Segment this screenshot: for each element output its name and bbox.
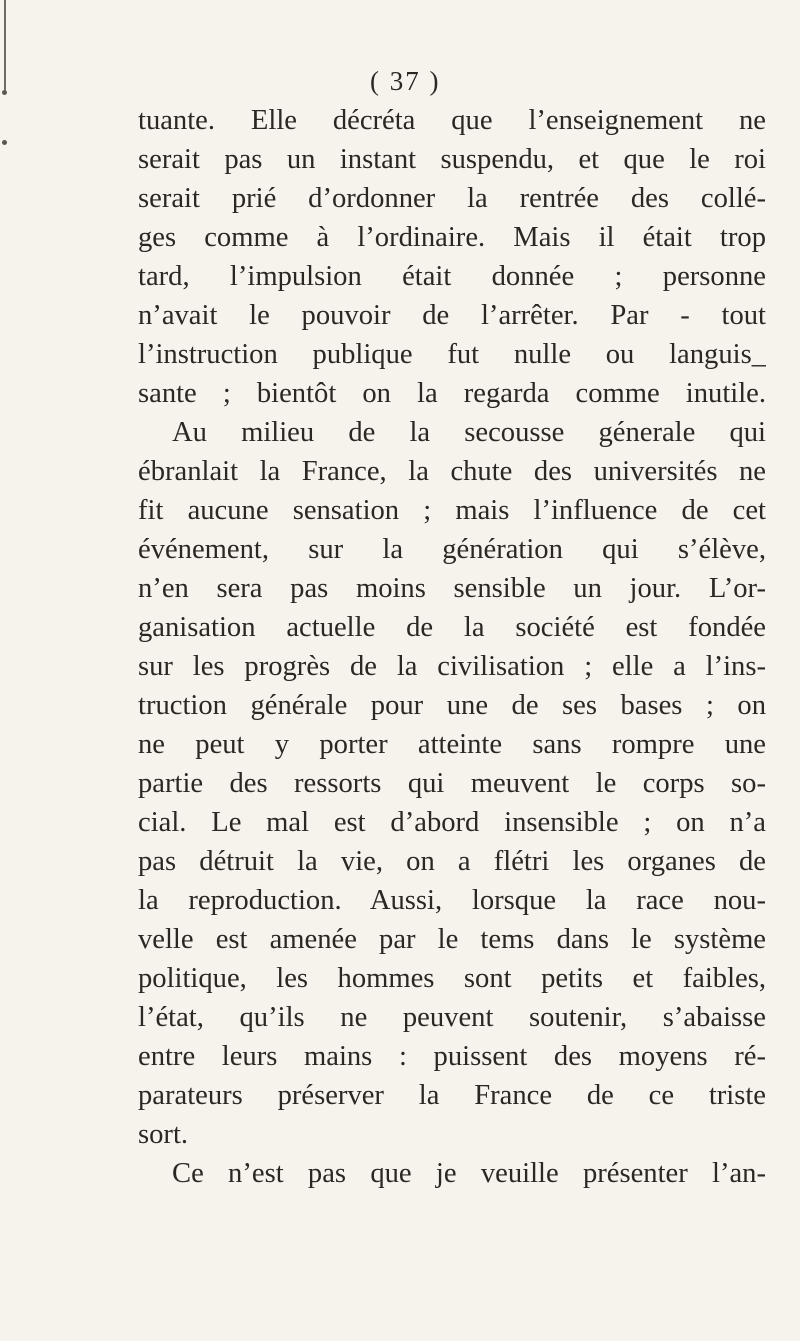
- text-line: ganisation actuelle de la société est fondée: [138, 612, 766, 643]
- text-line: événement, sur la génération qui s’élève,: [138, 534, 766, 565]
- text-line: fit aucune sensation ; mais l’influence de cet: [138, 495, 766, 526]
- text-line: Au milieu de la secousse génerale qui: [172, 417, 766, 448]
- text-line: politique, les hommes sont petits et faibles,: [138, 963, 766, 994]
- text-line: parateurs préserver la France de ce triste: [138, 1080, 766, 1111]
- text-line: l’instruction publique fut nulle ou languis_: [138, 339, 766, 370]
- text-line: velle est amenée par le tems dans le système: [138, 924, 766, 955]
- text-line: serait pas un instant suspendu, et que le roi: [138, 144, 766, 175]
- text-line: sur les progrès de la civilisation ; elle a l’ins-: [138, 651, 766, 682]
- text-line: tard, l’impulsion était donnée ; personne: [138, 261, 766, 292]
- text-line: partie des ressorts qui meuvent le corps so-: [138, 768, 766, 799]
- text-line: sort.: [138, 1119, 189, 1150]
- text-line: ges comme à l’ordinaire. Mais il était trop: [138, 222, 766, 253]
- text-line: ne peut y porter atteinte sans rompre une: [138, 729, 766, 760]
- text-line: Ce n’est pas que je veuille présenter l’an-: [172, 1158, 766, 1189]
- text-line: entre leurs mains : puissent des moyens ré-: [138, 1041, 766, 1072]
- text-line: sante ; bientôt on la regarda comme inutile.: [138, 378, 766, 409]
- text-line: l’état, qu’ils ne peuvent soutenir, s’abaisse: [138, 1002, 766, 1033]
- text-line: serait prié d’ordonner la rentrée des collé-: [138, 183, 766, 214]
- text-line: ébranlait la France, la chute des universités ne: [138, 456, 766, 487]
- text-line: n’avait le pouvoir de l’arrêter. Par - tout: [138, 300, 766, 331]
- text-line: n’en sera pas moins sensible un jour. L’or-: [138, 573, 766, 604]
- text-line: la reproduction. Aussi, lorsque la race nou-: [138, 885, 766, 916]
- text-line: pas détruit la vie, on a flétri les organes de: [138, 846, 766, 877]
- text-line: tuante. Elle décréta que l’enseignement ne: [138, 105, 766, 136]
- text-line: truction générale pour une de ses bases ; on: [138, 690, 766, 721]
- text-line: cial. Le mal est d’abord insensible ; on n’a: [138, 807, 766, 838]
- page-number: ( 37 ): [370, 66, 441, 96]
